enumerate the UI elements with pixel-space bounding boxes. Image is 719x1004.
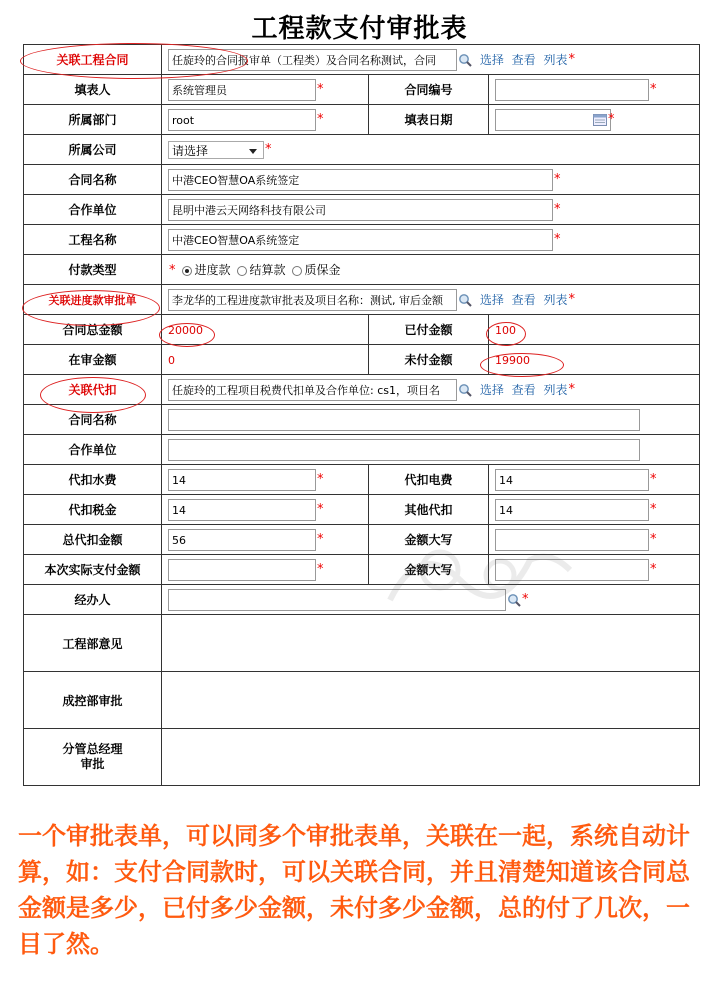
row-total-deduct bbox=[24, 525, 700, 555]
required-mark: * bbox=[650, 502, 657, 517]
progress-link-input[interactable]: 李龙华的工程进度款审批表及项目名称：测试, 审后金额 bbox=[168, 289, 457, 311]
radio-warranty-label: 质保金 bbox=[304, 263, 341, 277]
view-link[interactable]: 查看 bbox=[511, 383, 536, 397]
company-label: 所属公司 bbox=[24, 135, 162, 165]
partner-label: 合作单位 bbox=[24, 195, 162, 225]
required-mark: * bbox=[317, 532, 324, 547]
required-mark: * bbox=[554, 172, 561, 187]
reviewing-amount-value: 0 bbox=[168, 353, 175, 367]
radio-progress-label: 进度款 bbox=[194, 263, 231, 277]
cost-control-area[interactable] bbox=[162, 672, 700, 729]
contract-name-input[interactable]: 中港CEO智慧OA系统签定 bbox=[168, 169, 553, 191]
row-reviewing-amount bbox=[24, 345, 700, 375]
deduct-contract-name-input[interactable] bbox=[168, 409, 640, 431]
payment-type-label: 付款类型 bbox=[24, 255, 162, 285]
radio-settlement-label: 结算款 bbox=[249, 263, 286, 277]
required-mark: * bbox=[568, 382, 576, 397]
deduct-partner-input[interactable] bbox=[168, 439, 640, 461]
list-link[interactable]: 列表 bbox=[543, 383, 568, 397]
department-label: 所属部门 bbox=[24, 105, 162, 135]
approval-form bbox=[23, 44, 700, 786]
row-payment-type bbox=[24, 255, 700, 285]
required-mark: * bbox=[317, 82, 324, 97]
filler-label: 填表人 bbox=[24, 75, 162, 105]
contract-no-label: 合同编号 bbox=[369, 75, 489, 105]
annotation-oval bbox=[486, 322, 526, 346]
row-water-power bbox=[24, 465, 700, 495]
chevron-down-icon bbox=[249, 149, 257, 154]
calendar-icon[interactable] bbox=[593, 114, 607, 126]
project-name-label: 工程名称 bbox=[24, 225, 162, 255]
department-input[interactable]: root bbox=[168, 109, 316, 131]
paid-amount-value: 100 bbox=[495, 323, 516, 337]
gm-review-line2: 审批 bbox=[80, 757, 105, 771]
search-icon[interactable] bbox=[458, 53, 472, 67]
required-mark: * bbox=[317, 472, 324, 487]
row-contract-name bbox=[24, 165, 700, 195]
radio-settlement[interactable] bbox=[237, 266, 247, 276]
required-mark: * bbox=[554, 232, 561, 247]
list-link[interactable]: 列表 bbox=[543, 53, 568, 67]
company-select-value: 请选择 bbox=[172, 143, 209, 158]
handler-label: 经办人 bbox=[24, 585, 162, 615]
partner-input[interactable]: 昆明中港云天网络科技有限公司 bbox=[168, 199, 553, 221]
fill-date-label: 填表日期 bbox=[369, 105, 489, 135]
total-deduct-input[interactable]: 56 bbox=[168, 529, 316, 551]
required-mark: * bbox=[650, 532, 657, 547]
required-mark: * bbox=[554, 202, 561, 217]
amount-words-label-2: 金额大写 bbox=[369, 555, 489, 585]
actual-payment-input[interactable] bbox=[168, 559, 316, 581]
tax-label: 代扣税金 bbox=[24, 495, 162, 525]
page-title: 工程款支付审批表 bbox=[251, 14, 468, 44]
annotation-oval bbox=[40, 377, 146, 413]
caption-text: 一个审批表单，可以同多个审批表单，关联在一起，系统自动计算，如：支付合同款时，可以关联合同，并且清楚知道该合同总金额是多少，已付多少金额，未付多少金额，总的付了几次，一目了然。 bbox=[18, 822, 690, 958]
gm-review-area[interactable] bbox=[162, 729, 700, 786]
paid-amount-label: 已付金额 bbox=[369, 315, 489, 345]
row-department bbox=[24, 105, 700, 135]
select-link[interactable]: 选择 bbox=[479, 53, 504, 67]
gm-review-label bbox=[24, 729, 162, 786]
other-deduct-input[interactable]: 14 bbox=[495, 499, 649, 521]
contract-link-input[interactable]: 任旋玲的合同报审单（工程类）及合同名称测试，合同 bbox=[168, 49, 457, 71]
watermark-image bbox=[380, 520, 580, 620]
required-mark: * bbox=[608, 112, 615, 127]
row-deduct-partner bbox=[24, 435, 700, 465]
required-mark: * bbox=[568, 292, 576, 307]
row-tax-other bbox=[24, 495, 700, 525]
deduct-partner-label: 合作单位 bbox=[24, 435, 162, 465]
radio-warranty[interactable] bbox=[292, 266, 302, 276]
project-name-input[interactable]: 中港CEO智慧OA系统签定 bbox=[168, 229, 553, 251]
row-gm-review bbox=[24, 729, 700, 786]
row-company bbox=[24, 135, 700, 165]
row-project-name bbox=[24, 225, 700, 255]
row-partner bbox=[24, 195, 700, 225]
search-icon[interactable] bbox=[458, 293, 472, 307]
water-fee-input[interactable]: 14 bbox=[168, 469, 316, 491]
annotation-oval bbox=[22, 290, 160, 326]
select-link[interactable]: 选择 bbox=[479, 293, 504, 307]
row-cost-control bbox=[24, 672, 700, 729]
amount-words-label: 金额大写 bbox=[369, 525, 489, 555]
required-mark: * bbox=[650, 562, 657, 577]
total-deduct-label: 总代扣金额 bbox=[24, 525, 162, 555]
deduct-contract-name-label: 合同名称 bbox=[24, 405, 162, 435]
annotation-oval bbox=[159, 323, 215, 347]
water-fee-label: 代扣水费 bbox=[24, 465, 162, 495]
cost-control-label: 成控部审批 bbox=[24, 672, 162, 729]
deduct-link-label: 关联代扣 bbox=[24, 375, 162, 405]
required-mark: * bbox=[650, 82, 657, 97]
required-mark: * bbox=[317, 562, 324, 577]
row-filler bbox=[24, 75, 700, 105]
required-mark: * bbox=[317, 112, 324, 127]
required-mark: * bbox=[317, 502, 324, 517]
progress-link-label: 关联进度款审批单 bbox=[24, 285, 162, 315]
view-link[interactable]: 查看 bbox=[511, 53, 536, 67]
company-select[interactable] bbox=[168, 141, 264, 159]
required-mark: * bbox=[169, 263, 176, 278]
contract-name-label: 合同名称 bbox=[24, 165, 162, 195]
gm-review-line1: 分管总经理 bbox=[62, 742, 123, 756]
radio-progress[interactable] bbox=[182, 266, 192, 276]
annotation-oval bbox=[480, 353, 564, 377]
actual-payment-label: 本次实际支付金额 bbox=[24, 555, 162, 585]
list-link[interactable]: 列表 bbox=[543, 293, 568, 307]
row-handler bbox=[24, 585, 700, 615]
contract-no-input[interactable] bbox=[495, 79, 649, 101]
required-mark: * bbox=[265, 142, 272, 157]
select-link[interactable]: 选择 bbox=[479, 383, 504, 397]
required-mark: * bbox=[568, 52, 576, 67]
other-deduct-label: 其他代扣 bbox=[369, 495, 489, 525]
row-actual-payment bbox=[24, 555, 700, 585]
total-amount-label: 合同总金额 bbox=[24, 315, 162, 345]
required-mark: * bbox=[522, 592, 529, 607]
required-mark: * bbox=[650, 472, 657, 487]
unpaid-amount-label: 未付金额 bbox=[369, 345, 489, 375]
total-amount-value: 20000 bbox=[168, 323, 203, 337]
view-link[interactable]: 查看 bbox=[511, 293, 536, 307]
deduct-link-input[interactable]: 任旋玲的工程项目税费代扣单及合作单位: cs1，项目名 bbox=[168, 379, 457, 401]
annotation-oval bbox=[20, 43, 248, 79]
power-fee-input[interactable]: 14 bbox=[495, 469, 649, 491]
unpaid-amount-value: 19900 bbox=[495, 353, 530, 367]
engineering-opinion-area[interactable] bbox=[162, 615, 700, 672]
filler-input[interactable]: 系统管理员 bbox=[168, 79, 316, 101]
power-fee-label: 代扣电费 bbox=[369, 465, 489, 495]
reviewing-amount-label: 在审金额 bbox=[24, 345, 162, 375]
engineering-opinion-label: 工程部意见 bbox=[24, 615, 162, 672]
tax-input[interactable]: 14 bbox=[168, 499, 316, 521]
row-engineering-opinion bbox=[24, 615, 700, 672]
contract-link-label: 关联工程合同 bbox=[24, 45, 162, 75]
search-icon[interactable] bbox=[458, 383, 472, 397]
